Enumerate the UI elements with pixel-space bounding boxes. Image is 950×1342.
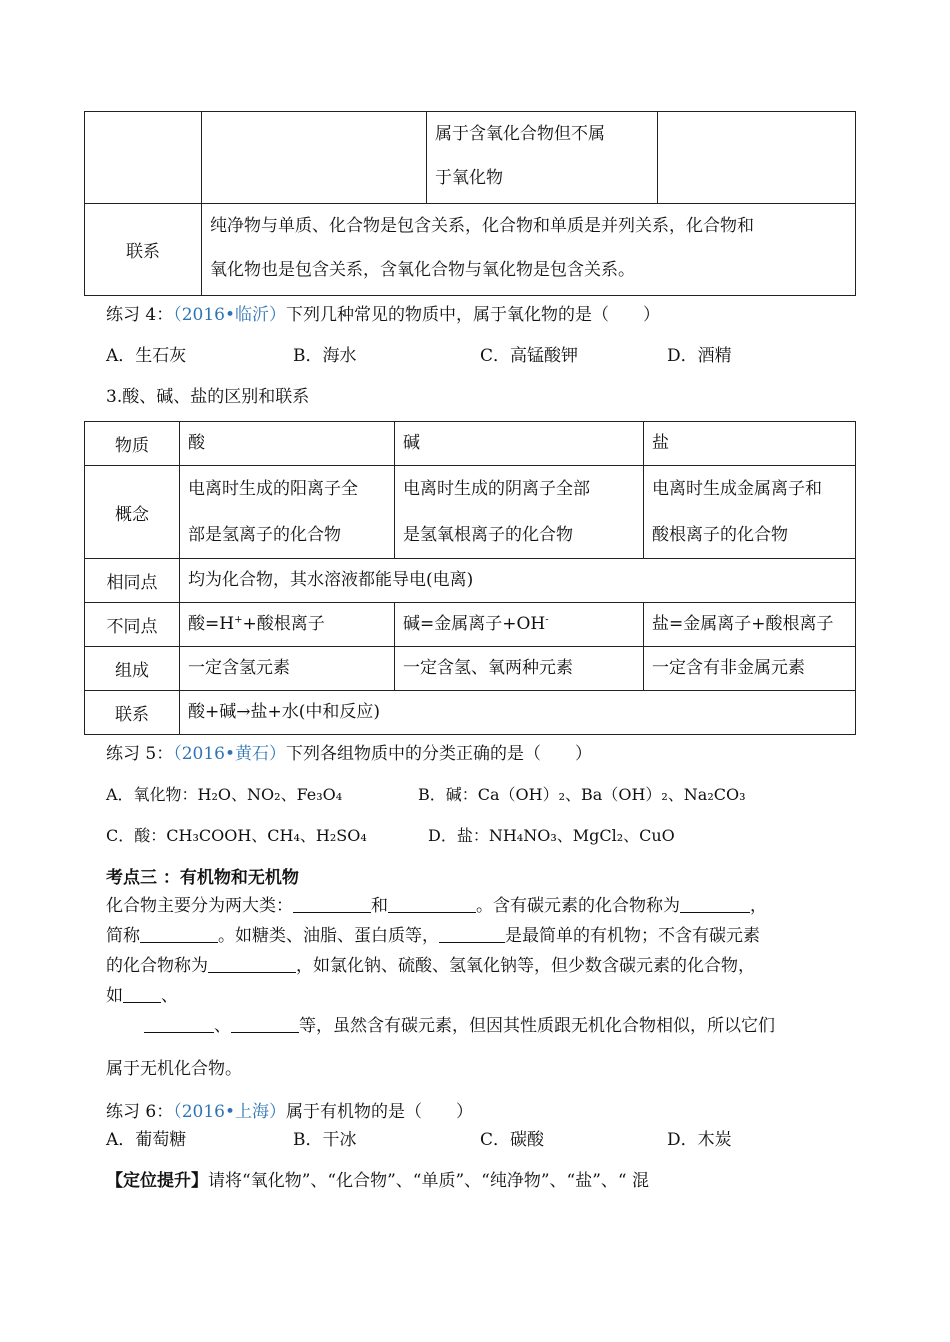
exercise-label: 练习 5： [106,744,174,764]
exercise-6-option-c: C．碳酸 [480,1130,545,1150]
exercise-5-option-b: B．碱：Ca（OH）₂、Ba（OH）₂、Na₂CO₃ [418,785,746,804]
t2-line: 电离时生成金属离子和 [652,479,822,499]
t1-text-line: 于氧化物 [435,168,503,188]
t1-relation-text [202,204,856,296]
t1-text-line: 属于含氧化合物但不属 [435,124,605,144]
fill-blank [208,956,296,973]
keypoint-3-line-4 [106,981,178,1006]
kp3-text: 化合物主要分为两大类： [106,896,293,916]
t2-diff-acid [180,603,395,647]
keypoint-3-line-3 [106,951,755,976]
t2-diff-acid-b: +酸根离子 [242,614,325,634]
exercise-4-option-c: C．高锰酸钾 [480,346,579,366]
fill-blank [140,926,218,943]
exercise-question: 下列几种常见的物质中，属于氧化物的是（ ） [286,305,661,325]
kp3-text: 的化合物称为 [106,956,208,976]
t2-label-concept: 概念 [85,466,180,559]
t2-header-salt: 盐 [644,422,856,466]
exercise-6-option-b: B．干冰 [293,1130,357,1150]
keypoint-3-line-1 [106,891,767,916]
t2-diff-acid-a: 酸=H [188,614,235,634]
fill-blank [144,1016,214,1033]
t2-label-same: 相同点 [85,559,180,603]
kp3-text: ，如氯化钠、硫酸、氢氧化钠等，但少数含碳元素的化合物， [296,956,755,976]
keypoint-3-line-6: 属于无机化合物。 [106,1059,242,1079]
t2-comp-acid: 一定含氢元素 [180,647,395,691]
exercise-5-question [106,739,592,764]
acid-base-salt-table [84,421,856,735]
exercise-4-option-d: D．酒精 [667,346,732,366]
t2-diff-base-a: 碱=金属离子+OH [403,614,546,634]
t2-concept-salt [644,466,856,559]
t2-comp-salt: 一定含有非金属元素 [644,647,856,691]
t2-label-comp: 组成 [85,647,180,691]
t1-cell-oxy-compound [427,112,658,204]
t2-line: 电离时生成的阳离子全 [188,479,358,499]
t1-cell-empty-2 [202,112,427,204]
exercise-6-question [106,1097,473,1122]
t2-line: 是氢氧根离子的化合物 [403,525,573,545]
t1-cell-empty-4 [658,112,856,204]
t1-label-relation: 联系 [85,204,202,296]
kp3-text: 。含有碳元素的化合物称为 [476,896,680,916]
t2-comp-base: 一定含氢、氧两种元素 [395,647,644,691]
kp3-text: 。如糖类、油脂、蛋白质等， [218,926,439,946]
kp3-text: 、 [161,986,178,1006]
exercise-label: 练习 6： [106,1102,174,1122]
t2-concept-base [395,466,644,559]
t2-link-text: 酸+碱→盐+水(中和反应) [180,691,856,735]
fill-blank [680,896,750,913]
exercise-question: 属于有机物的是（ ） [286,1102,474,1122]
exercise-4-option-b: B．海水 [293,346,357,366]
t2-diff-acid-sup: + [234,614,243,626]
section-3-title: 3.酸、碱、盐的区别和联系 [106,387,310,407]
t2-diff-base [395,603,644,647]
t2-diff-base-sup: - [545,614,549,626]
keypoint-3-line-5 [144,1011,775,1036]
exercise-5-option-c: C．酸：CH₃COOH、CH₄、H₂SO₄ [106,826,367,845]
exercise-6-option-d: D．木炭 [667,1130,732,1150]
exercise-source: （2016•临沂） [173,305,287,325]
kp3-text: ， [750,896,767,916]
positioning-improvement [106,1166,649,1191]
t2-diff-salt: 盐=金属离子+酸根离子 [644,603,856,647]
exercise-source: （2016•黄石） [173,744,287,764]
exercise-source: （2016•上海） [173,1102,287,1122]
t2-header-base: 碱 [395,422,644,466]
t2-concept-acid [180,466,395,559]
t1-relation-line: 氧化物也是包含关系，含氧化合物与氧化物是包含关系。 [210,260,635,280]
t2-label-link: 联系 [85,691,180,735]
positioning-text: 请将“氧化物”、“化合物”、“单质”、“纯净物”、“盐”、“ 混 [208,1171,650,1191]
t2-header-acid: 酸 [180,422,395,466]
t1-relation-line: 纯净物与单质、化合物是包含关系，化合物和单质是并列关系，化合物和 [210,216,754,236]
positioning-bracket: 【定位提升】 [106,1171,208,1191]
kp3-text: 是最简单的有机物；不含有碳元素 [505,926,760,946]
kp3-text: 、 [214,1016,231,1036]
t2-line: 电离时生成的阴离子全部 [403,479,590,499]
keypoint-3-title: 考点三 ：有机物和无机物 [106,868,299,888]
exercise-question: 下列各组物质中的分类正确的是（ ） [286,744,593,764]
t2-line: 部是氢离子的化合物 [188,525,341,545]
kp3-text: 简称 [106,926,140,946]
fill-blank [388,896,476,913]
exercise-5-option-d: D．盐：NH₄NO₃、MgCl₂、CuO [428,826,675,845]
t2-label-diff: 不同点 [85,603,180,647]
exercise-5-option-a: A．氧化物：H₂O、NO₂、Fe₃O₄ [106,785,343,804]
fill-blank [123,986,161,1003]
exercise-4-option-a: A．生石灰 [106,346,187,366]
fill-blank [439,926,505,943]
fill-blank [293,896,371,913]
t2-line: 酸根离子的化合物 [652,525,788,545]
classification-table-continued [84,111,856,296]
exercise-label: 练习 4： [106,305,174,325]
kp3-text: 等，虽然含有碳元素，但因其性质跟无机化合物相似，所以它们 [299,1016,775,1036]
exercise-6-option-a: A．葡萄糖 [106,1130,187,1150]
exercise-4-question [106,300,660,325]
t1-cell-empty-1 [85,112,202,204]
keypoint-3-line-2 [106,921,760,946]
fill-blank [231,1016,299,1033]
kp3-text: 和 [371,896,388,916]
kp3-text: 如 [106,986,123,1006]
t2-header-substance: 物质 [85,422,180,466]
t2-same-text: 均为化合物，其水溶液都能导电(电离) [180,559,856,603]
